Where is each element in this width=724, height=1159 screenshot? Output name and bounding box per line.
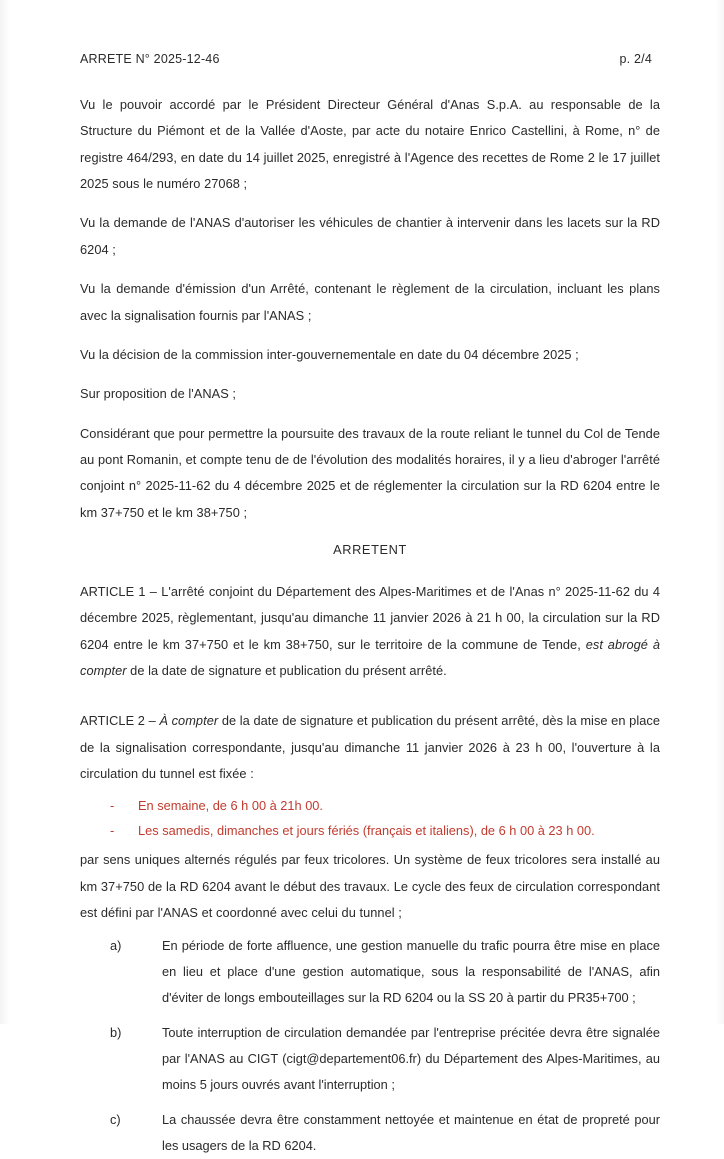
lettered-item-text: La chaussée devra être constamment nettoyée et maintenue en état de propreté pour les usagers de la RD 6204.: [162, 1111, 660, 1154]
preamble-paragraph-1: Vu le pouvoir accordé par le Président Directeur Général d'Anas S.p.A. au responsable de la Structure du Piémont et de la Vallée d'Aoste, par acte du notaire Enrico Castellini, à Rome, n° de registre 464/293, en date du 14 juillet 2025, enregistré à l'Agence des recettes de Rome 2 le 17 juillet 2025 sous le numéro 27068 ;: [80, 97, 660, 192]
preamble-paragraph-3: Vu la demande d'émission d'un Arrêté, contenant le règlement de la circulation, incluant les plans avec la signalisation fournis par l'ANAS ;: [80, 281, 660, 323]
lettered-item-text: En période de forte affluence, une gestion manuelle du trafic pourra être mise en place en lieu et place d'une gestion automatique, sous la responsabilité de l'ANAS, afin d'éviter de longs embouteillages sur la RD 6204 ou la SS 20 à partir du PR35+700 ;: [162, 937, 660, 1006]
lettered-item-text: Toute interruption de circulation demandée par l'entreprise précitée devra être signalée par l'ANAS au CIGT (cigt@departement06.fr) du Département des Alpes-Maritimes, au moins 5 jours ouvrés avant l'interruption ;: [162, 1024, 660, 1093]
article-1-label: ARTICLE 1: [80, 584, 146, 600]
list-item: [110, 819, 660, 844]
list-marker: c): [110, 1111, 121, 1127]
preamble-paragraph-2: Vu la demande de l'ANAS d'autoriser les véhicules de chantier à intervenir dans les lacets sur la RD 6204 ;: [80, 215, 660, 257]
schedule-list: [80, 794, 660, 844]
article-2: [80, 708, 660, 787]
page-number: p. 2/4: [619, 52, 652, 66]
list-marker: b): [110, 1024, 122, 1040]
article-2-emphasis: À compter: [159, 713, 219, 729]
list-item: [110, 794, 660, 819]
schedule-item-text: En semaine, de 6 h 00 à 21h 00.: [138, 797, 323, 813]
article-1-text-before: – L'arrêté conjoint du Département des Alpes-Maritimes et de l'Anas n° 2025-11-62 du 4 décembre 2025, règlementant, jusqu'au dimanche 11 janvier 2026 à 21 h 00, la circulation sur la RD 6204 entre le km 37+750 et le km 38+750, sur le territoire de la commune de Tende,: [80, 584, 660, 652]
list-item: [110, 1020, 660, 1099]
article-2-label: ARTICLE 2 –: [80, 713, 160, 729]
document-reference: ARRETE N° 2025-12-46: [80, 52, 220, 66]
article-1-text-after: de la date de signature et publication du présent arrêté.: [126, 663, 447, 679]
preamble-paragraph-5: Sur proposition de l'ANAS ;: [80, 386, 237, 402]
article-1: [80, 579, 660, 684]
list-item: [110, 933, 660, 1012]
schedule-item-text: Les samedis, dimanches et jours fériés (français et italiens), de 6 h 00 à 23 h 00.: [138, 822, 595, 838]
decree-heading: ARRETENT: [333, 542, 407, 558]
dash-bullet-icon: -: [110, 822, 115, 838]
article-2-text-after: de la date de signature et publication du présent arrêté, dès la mise en place de la signalisation correspondante, jusqu'au dimanche 11 janvier 2026 à 23 h 00, l'ouverture à la circulation du tunnel est fixée :: [80, 713, 660, 782]
list-marker: a): [110, 937, 122, 953]
lettered-list: [80, 933, 660, 1159]
preamble-paragraph-6: Considérant que pour permettre la poursuite des travaux de la route reliant le tunnel du Col de Tende au pont Romanin, et compte tenu de de l'évolution des modalités horaires, il y a lieu d'abroger l'arrêté conjoint n° 2025-11-62 du 4 décembre 2025 et de réglementer la circulation sur la RD 6204 entre le km 37+750 et le km 38+750 ;: [80, 425, 660, 520]
article-2-continuation: par sens uniques alternés régulés par feux tricolores. Un système de feux tricolores sera installé au km 37+750 de la RD 6204 avant le début des travaux. Le cycle des feux de circulation correspondant est défini par l'ANAS et coordonné avec celui du tunnel ;: [80, 852, 660, 921]
preamble-paragraph-4: Vu la décision de la commission inter-gouvernementale en date du 04 décembre 2025 ;: [80, 346, 579, 362]
dash-bullet-icon: -: [110, 797, 115, 813]
article-1-emphasis: est abrogé à compter: [80, 636, 660, 679]
page-header: [80, 52, 660, 66]
list-item: [110, 1107, 660, 1159]
